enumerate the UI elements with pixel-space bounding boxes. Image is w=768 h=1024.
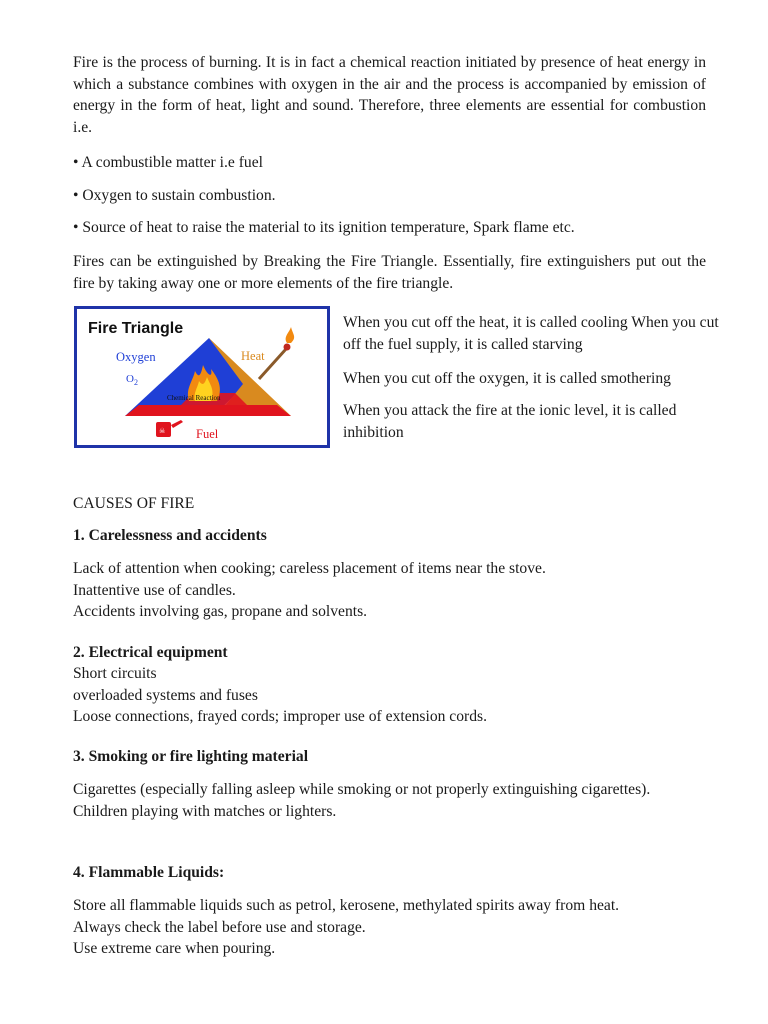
- extinguish-paragraph: Fires can be extinguished by Breaking the Fire Triangle. Essentially, fire extinguishers put out the fire by taking away one or more elements of the fire triangle.: [73, 253, 706, 292]
- heat-label: Heat: [241, 349, 265, 363]
- oxygen-label: Oxygen: [116, 350, 156, 364]
- section-4-line: Always check the label before use and storage.: [73, 918, 366, 936]
- section-4-line: Store all flammable liquids such as petrol, kerosene, methylated spirits away from heat.: [73, 897, 620, 914]
- section-3-title: 3. Smoking or fire lighting material: [73, 748, 309, 765]
- section-3-paragraph: Cigarettes (especially falling asleep while smoking or not properly extinguishing cigarettes).: [73, 781, 651, 798]
- fuel-label: Fuel: [196, 427, 219, 441]
- bullet-oxygen: • Oxygen to sustain combustion.: [73, 187, 276, 204]
- section-1-line: Accidents involving gas, propane and solvents.: [73, 603, 368, 620]
- section-2-line: Short circuits: [73, 665, 157, 682]
- smothering-text: When you cut off the oxygen, it is called smothering: [343, 370, 671, 387]
- section-1-line: Inattentive use of candles.: [73, 581, 236, 599]
- bullet-fuel: • A combustible matter i.e fuel: [73, 154, 263, 171]
- fire-triangle-figure: [74, 306, 330, 448]
- o2-subscript: 2: [133, 378, 138, 387]
- section-2-line: overloaded systems and fuses: [73, 686, 258, 704]
- cooling-starving-text: When you cut off the heat, it is called cooling When you cut off the fuel supply, it is called starving: [343, 314, 719, 353]
- svg-text:☠: ☠: [159, 427, 166, 435]
- section-1-title: 1. Carelessness and accidents: [73, 527, 267, 544]
- fuel-side: [125, 405, 291, 416]
- o2-label: [126, 373, 138, 387]
- bullet-heat: • Source of heat to raise the material to its ignition temperature, Spark flame etc.: [73, 219, 575, 236]
- section-3-line: Children playing with matches or lighters.: [73, 802, 337, 820]
- intro-paragraph: Fire is the process of burning. It is in fact a chemical reaction initiated by presence of heat energy in which a substance combines with oxygen in the air and the process is accompanied by emission of energy in the form of heat, light and sound. Therefore, three elements are essential for combustion i.e.: [73, 54, 706, 136]
- inhibition-text: When you attack the fire at the ionic level, it is called inhibition: [343, 402, 677, 441]
- section-4-title: 4. Flammable Liquids:: [73, 864, 225, 881]
- section-2-body: [73, 663, 706, 728]
- section-2-title: 2. Electrical equipment: [73, 644, 228, 661]
- section-4-body: [73, 895, 706, 960]
- causes-heading: CAUSES OF FIRE: [73, 495, 195, 512]
- o2-symbol: O: [126, 373, 134, 385]
- chemical-reaction-label: Chemical Reaction: [167, 394, 221, 402]
- fire-triangle-diagram: [77, 309, 327, 445]
- section-4-line: Use extreme care when pouring.: [73, 940, 276, 957]
- section-2-line: Loose connections, frayed cords; improper use of extension cords.: [73, 708, 487, 725]
- section-1-body: [73, 558, 706, 623]
- section-1-line: Lack of attention when cooking; careless placement of items near the stove.: [73, 560, 546, 577]
- fuel-can-icon: [156, 420, 183, 437]
- figure-title: Fire Triangle: [88, 320, 184, 337]
- section-3-body: [73, 779, 706, 822]
